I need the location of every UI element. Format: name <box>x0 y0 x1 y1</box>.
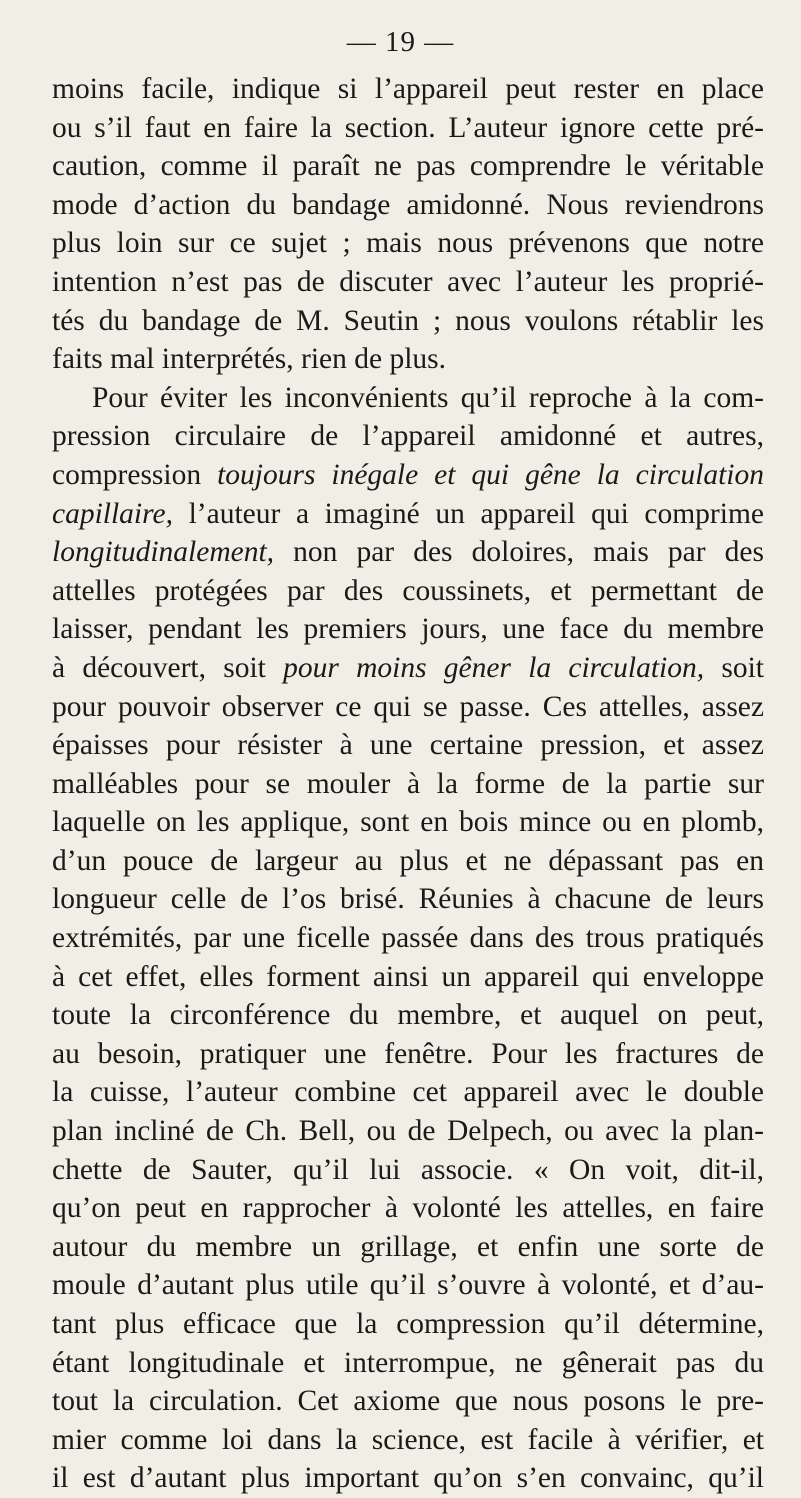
text-line <box>52 417 764 456</box>
text-segment: à découvert, soit <box>52 651 284 684</box>
text-line <box>52 379 764 418</box>
text-segment: non par des doloires, mais par des <box>274 536 764 569</box>
text-line <box>52 1459 764 1498</box>
text-segment: tant plus efficace que la compression qu’il détermine, <box>52 1308 764 1340</box>
text-segment: plan incliné de Ch. Bell, ou de Delpech, ou avec la plan- <box>52 1115 764 1148</box>
text-line <box>52 1344 764 1383</box>
text-segment: mier comme loi dans la science, est facile à vérifier, et <box>52 1423 764 1456</box>
text-segment: qu’on peut en rapprocher à volonté les attelles, en faire <box>52 1192 764 1225</box>
text-line <box>52 842 764 881</box>
text-segment: étant longitudinale et interrompue, ne gênerait pas du <box>52 1346 764 1379</box>
text-line <box>52 495 764 534</box>
text-line <box>52 224 764 263</box>
text-segment: il est d’autant plus important qu’on s’en convainc, qu’il <box>52 1462 764 1495</box>
text-line <box>52 1035 764 1074</box>
text-line <box>52 1073 764 1112</box>
text-line <box>52 1421 764 1460</box>
text-line <box>52 456 764 495</box>
body-text <box>52 70 764 1498</box>
text-segment: Pour éviter les inconvénients qu’il reproche à la com- <box>92 381 764 414</box>
text-line <box>52 1305 764 1344</box>
text-segment: pour pouvoir observer ce qui se passe. Ces attelles, assez <box>52 690 764 723</box>
text-segment: compression <box>52 458 218 491</box>
italic-text: capillaire, <box>52 497 173 530</box>
text-line <box>52 958 764 997</box>
text-segment: au besoin, pratiquer une fenêtre. Pour les fractures de <box>52 1037 764 1070</box>
text-segment: autour du membre un grillage, et enfin une sorte de <box>52 1230 764 1263</box>
italic-text: toujours inégale et qui gêne la circulation <box>217 458 764 491</box>
text-line <box>52 610 764 649</box>
text-line <box>52 1151 764 1190</box>
text-segment: extrémités, par une ficelle passée dans des trous pratiqués <box>52 922 764 955</box>
text-line <box>52 688 764 727</box>
text-segment: longueur celle de l’os brisé. Réunies à chacune de leurs <box>52 883 764 916</box>
text-line <box>52 70 764 109</box>
text-segment: intention n’est pas de discuter avec l’auteur les proprié- <box>52 265 764 298</box>
text-segment: toute la circonférence du membre, et auquel on peut, <box>52 999 764 1032</box>
text-line <box>52 340 764 379</box>
text-line <box>52 186 764 225</box>
text-line <box>52 765 764 804</box>
text-segment: caution, comme il paraît ne pas comprendre le véritable <box>52 150 764 183</box>
text-segment: mode d’action du bandage amidonné. Nous reviendrons <box>52 188 764 221</box>
text-segment: tout la circulation. Cet axiome que nous posons le pre- <box>52 1385 764 1418</box>
text-line <box>52 533 764 572</box>
text-line <box>52 263 764 302</box>
text-segment: attelles protégées par des coussinets, et permettant de <box>52 574 764 607</box>
text-segment: l’auteur a imaginé un appareil qui comprime <box>172 497 764 530</box>
text-segment: chette de Sauter, qu’il lui associe. « On voit, dit-il, <box>52 1153 764 1186</box>
text-line <box>52 726 764 765</box>
text-line <box>52 1228 764 1267</box>
text-line <box>52 302 764 341</box>
text-segment: malléables pour se mouler à la forme de la partie sur <box>52 767 764 800</box>
text-segment: soit <box>704 651 764 684</box>
text-segment: moule d’autant plus utile qu’il s’ouvre à volonté, et d’au- <box>52 1269 764 1302</box>
page-number: — 19 — <box>346 26 455 58</box>
text-line <box>52 1266 764 1305</box>
text-line <box>52 147 764 186</box>
text-segment: faits mal interprétés, rien de plus. <box>52 343 447 376</box>
text-segment: moins facile, indique si l’appareil peut rester en place <box>52 73 764 105</box>
text-line <box>52 649 764 688</box>
text-line <box>52 109 764 148</box>
text-line <box>52 880 764 919</box>
text-segment: d’un pouce de largeur au plus et ne dépassant pas en <box>52 844 764 877</box>
text-line <box>52 996 764 1035</box>
text-line <box>52 919 764 958</box>
italic-text: longitudinalement, <box>52 536 275 569</box>
text-line <box>52 1189 764 1228</box>
text-line <box>52 1112 764 1151</box>
text-segment: épaisses pour résister à une certaine pression, et assez <box>52 729 764 762</box>
text-segment: ou s’il faut en faire la section. L’auteur ignore cette pré- <box>52 111 764 144</box>
text-segment: pression circulaire de l’appareil amidonné et autres, <box>52 420 764 453</box>
text-line <box>52 572 764 611</box>
text-segment: tés du bandage de M. Seutin ; nous voulons rétablir les <box>52 304 764 337</box>
text-line <box>52 1382 764 1421</box>
text-segment: plus loin sur ce sujet ; mais nous prévenons que notre <box>52 227 764 260</box>
text-segment: à cet effet, elles forment ainsi un appareil qui enveloppe <box>52 960 764 993</box>
text-segment: laisser, pendant les premiers jours, une face du membre <box>52 613 764 646</box>
text-segment: la cuisse, l’auteur combine cet appareil avec le double <box>52 1076 764 1109</box>
italic-text: pour moins gêner la circulation, <box>283 651 705 684</box>
text-segment: laquelle on les applique, sont en bois mince ou en plomb, <box>52 806 764 839</box>
text-line <box>52 803 764 842</box>
